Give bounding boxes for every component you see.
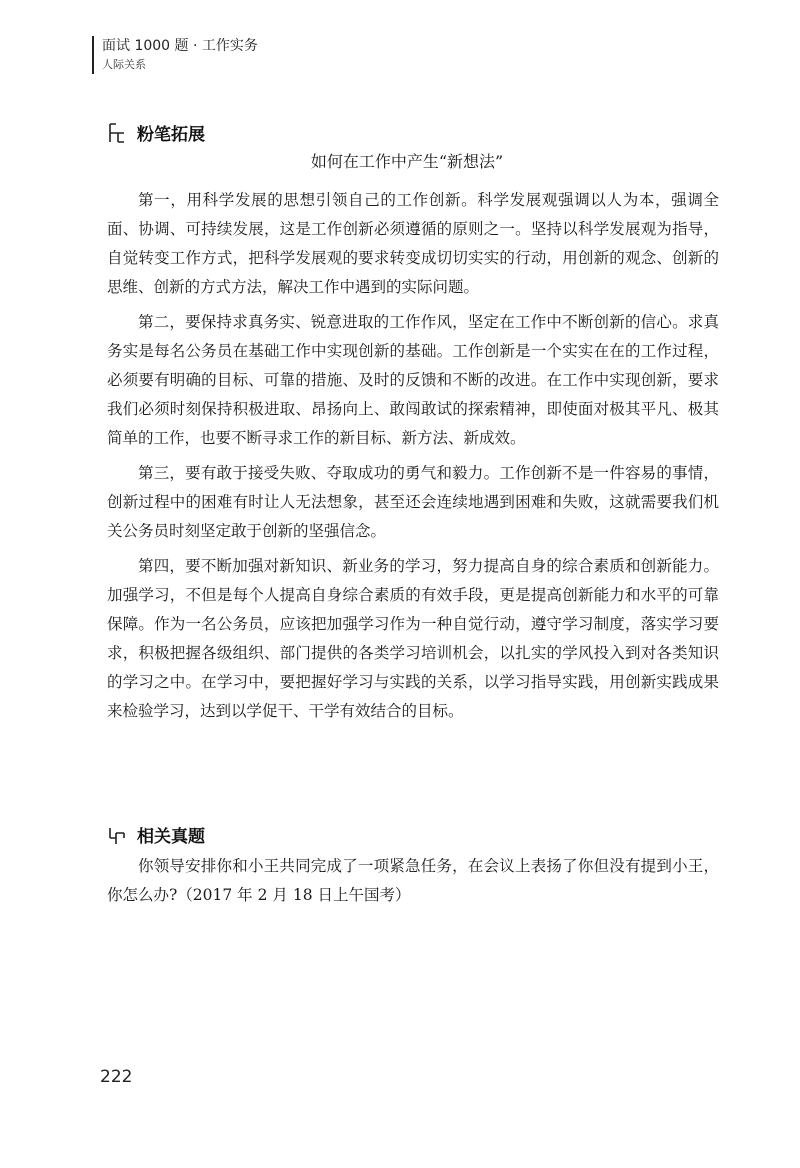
related-question	[107, 852, 719, 910]
paragraph: 第四，要不断加强对新知识、新业务的学习，努力提高自身的综合素质和创新能力。加强学习，不但是每个人提高自身综合素质的有效手段，更是提高创新能力和水平的可靠保障。作为一名公务员，应该把加强学习作为一种自觉行动，遵守学习制度，落实学习要求，积极把握各级组织、部门提供的各类学习培训机会，以扎实的学风投入到对各类知识的学习之中。在学习中，要把握好学习与实践的关系，以学习指导实践，用创新实践成果来检验学习，达到以学促干、干学有效结合的目标。	[107, 557, 719, 720]
running-header	[92, 36, 258, 74]
page-number: 222	[100, 1067, 133, 1087]
section-heading-text: 粉笔拓展	[137, 125, 205, 145]
paragraph: 第一，用科学发展的思想引领自己的工作创新。科学发展观强调以人为本，强调全面、协调、可持续发展，这是工作创新必须遵循的原则之一。坚持以科学发展观为指导，自觉转变工作方式，把科学发展观的要求转变成切切实实的行动，用创新的观念、创新的思维、创新的方式方法，解决工作中遇到的实际问题。	[107, 191, 719, 296]
paragraph: 第二，要保持求真务实、锐意进取的工作作风，坚定在工作中不断创新的信心。求真务实是每名公务员在基础工作中实现创新的基础。工作创新是一个实实在在的工作过程，必须要有明确的目标、可靠的措施、及时的反馈和不断的改进。在工作中实现创新，要求我们必须时刻保持积极进取、昂扬向上、敢闯敢试的探索精神，即使面对极其平凡、极其简单的工作，也要不断寻求工作的新目标、新方法、新成效。	[107, 313, 719, 447]
section-heading-text: 相关真题	[137, 827, 205, 847]
book-title: 面试 1000 题 · 工作实务	[102, 38, 258, 54]
section-heading-extension	[107, 120, 205, 145]
section-bracket-icon	[107, 824, 129, 846]
paragraph: 第三，要有敢于接受失败、夺取成功的勇气和毅力。工作创新不是一件容易的事情，创新过程中的困难有时让人无法想象，甚至还会连续地遇到困难和失败，这就需要我们机关公务员时刻坚定敢于创新的坚强信念。	[107, 464, 719, 540]
chapter-name: 人际关系	[102, 58, 146, 71]
question-text: 你领导安排你和小王共同完成了一项紧急任务，在会议上表扬了你但没有提到小王，你怎么办?（2017 年 2 月 18 日上午国考）	[107, 857, 719, 904]
section-heading-related	[107, 822, 205, 847]
section-bracket-icon	[107, 122, 129, 144]
article-title: 如何在工作中产生“新想法”	[310, 152, 504, 171]
article-body	[107, 186, 719, 732]
